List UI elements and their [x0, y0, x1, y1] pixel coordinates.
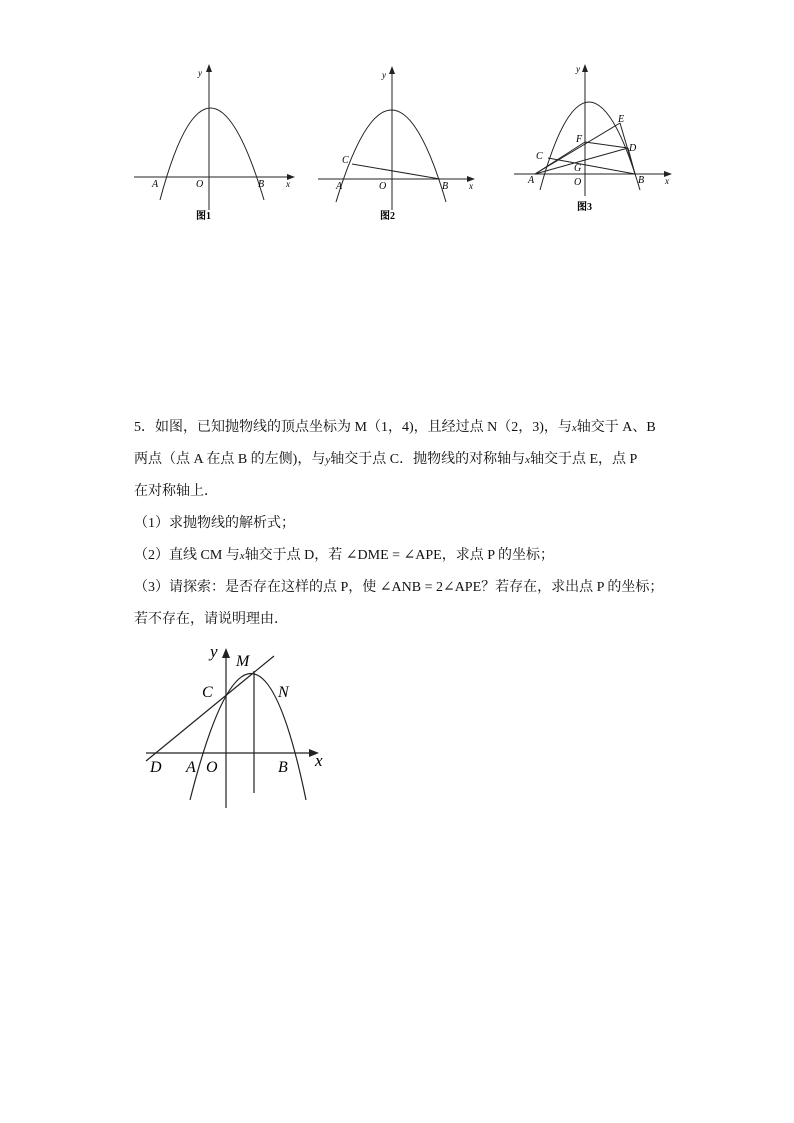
y-axis-arrow — [389, 66, 395, 74]
label-b: B — [258, 179, 265, 190]
label-o: O — [206, 759, 218, 776]
label-o: O — [379, 181, 387, 192]
segment-cb — [352, 164, 440, 179]
figure-2 — [312, 60, 482, 230]
figure-3 — [510, 58, 680, 228]
figure-1 — [130, 60, 300, 230]
label-e: E — [618, 114, 625, 125]
parabola — [160, 108, 264, 200]
question-line-1: 5．如图，已知抛物线的顶点坐标为 M（1，4)，且经过点 N（2，3)，与x轴交于 A、B — [134, 420, 656, 435]
question-line-3: 在对称轴上． — [134, 484, 218, 499]
label-b: B — [638, 175, 645, 186]
label-c: C — [342, 155, 349, 166]
figure-2-caption: 图2 — [380, 211, 395, 222]
parabola — [336, 110, 449, 202]
y-axis-arrow — [206, 64, 212, 72]
label-g: G — [574, 163, 582, 174]
label-x: x — [469, 181, 473, 191]
figure-3-caption: 图3 — [577, 202, 592, 213]
figure-1-caption: 图1 — [196, 211, 211, 222]
label-a: A — [528, 175, 535, 186]
label-a: A — [186, 759, 196, 776]
label-m: M — [236, 653, 250, 670]
question-part-3: （3）请探索：是否存在这样的点 P，使 ∠ANB = 2∠APE？若存在，求出点 P 的坐标； — [134, 580, 664, 595]
label-o: O — [574, 177, 582, 188]
label-c: C — [536, 151, 543, 162]
question-part-3-continued: 若不存在，请说明理由． — [134, 612, 288, 627]
label-x: x — [665, 176, 669, 186]
label-b: B — [442, 181, 449, 192]
label-o: O — [196, 179, 204, 190]
segment-f-d — [585, 142, 628, 148]
label-x: x — [286, 179, 290, 189]
y-axis-arrow — [222, 648, 230, 658]
label-y: y — [198, 68, 202, 78]
y-axis-arrow — [582, 64, 588, 72]
question-part-2: （2）直线 CM 与x轴交于点 D，若 ∠DME = ∠APE，求点 P 的坐标； — [134, 548, 554, 563]
segment-c-b — [548, 158, 635, 174]
label-y: y — [210, 642, 218, 661]
label-d: D — [629, 143, 637, 154]
label-a: A — [336, 181, 343, 192]
label-n: N — [278, 684, 289, 701]
label-y: y — [576, 64, 580, 74]
question-line-2: 两点（点 A 在点 B 的左侧)，与y轴交于点 C．抛物线的对称轴与x轴交于点 E，点 P — [134, 452, 638, 467]
line-cm — [146, 656, 274, 761]
question-part-1: （1）求抛物线的解析式； — [134, 516, 295, 531]
label-y: y — [382, 70, 386, 80]
label-c: C — [202, 684, 213, 701]
label-x: x — [315, 751, 323, 770]
label-f: F — [576, 134, 583, 145]
label-a: A — [152, 179, 159, 190]
label-d: D — [150, 759, 162, 776]
label-b: B — [278, 759, 288, 776]
parabola — [540, 102, 640, 190]
figure-4 — [140, 640, 340, 815]
